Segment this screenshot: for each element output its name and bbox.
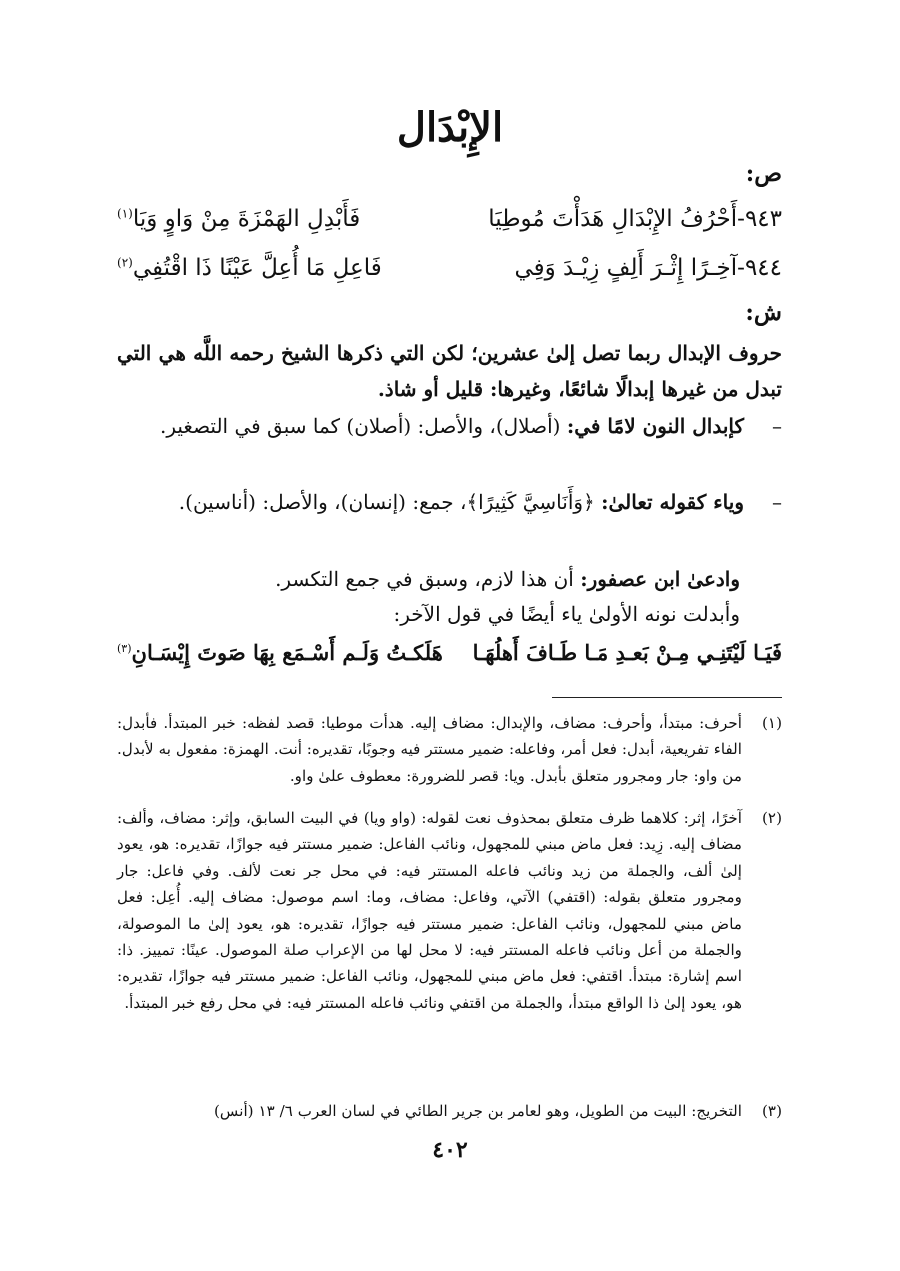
bullet-lead: وياء كقوله تعالىٰ:	[601, 490, 744, 514]
hemistich-text: أَحْرُفُ الإِبْدَالِ هَدَأْتَ مُوطِيَا	[488, 206, 738, 232]
poem-line	[117, 640, 782, 680]
bullet-lead: كإبدال النون لامًا في:	[566, 414, 744, 438]
ibn-usfur-lead: وادعىٰ ابن عصفور:	[580, 567, 740, 591]
verse-marker: ص:	[745, 160, 782, 187]
footnote-text: آخرًا، إثر: كلاهما ظرف متعلق بمحذوف نعت لقوله: (واو ويا) في البيت السابق، وإثر: مضاف، وألف: مضاف إليه. زِيد: فعل ماض مبني للمجهول، ونائب الفاعل: ضمير مستتر فيه جوازًا، تقديره: هو، يعود إلىٰ ألف، والجملة من زيد ونائب فاعله المستتر فيه: في محل جر نعت لألف. وفي فاعل: جار ومجرور متعلق بقوله: (اقتفي) الآتي، وفاعل: مضاف، وما: اسم موصول: مضاف إليه. أُعِل: فعل ماض مبني للمجهول، ونائب الفاعل: ضمير مستتر فيه جوازًا، تقديره: هو، يعود إلىٰ ما الموصولة، والجملة من أعل ونائب فاعله المستتر فيه: لا محل لها من الإعراب صلة الموصول. عينًا: تمييز. ذا: اسم إشارة: مبتدأ. اقتفي: فعل ماض مبني للمجهول، ونائب الفاعل: ضمير مستتر فيه جوازًا، تقديره: هو، يعود إلىٰ ذا الواقع مبتدأ، والجملة من اقتفي ونائب فاعله المستتر فيه: في محل رفع خبر المبتدأ.	[117, 809, 742, 1012]
footnote-text: أحرف: مبتدأ، وأحرف: مضاف، والإبدال: مضاف إليه. هدأت موطيا: قصد لفظه: خبر المبتدأ. فأبدل: الفاء تفريعية، أبدل: فعل أمر، وفاعله: ضمير مستتر فيه وجوبًا، تقديره: أنت. الهمزة: مفعول به لأبدل. من واو: جار ومجرور متعلق بأبدل. ويا: قصر للضرورة: معطوف علىٰ واو.	[117, 714, 742, 785]
bullet-ya	[117, 484, 782, 556]
bullet-nun-lam	[117, 408, 782, 480]
footnote-ref: (١)	[117, 206, 133, 221]
verse-944-first-half	[514, 255, 782, 281]
poem-first-half: فَيَـا لَيْتَنِـي مِـنْ بَعـدِ مَـا طَـافَ أَهلُهَـا	[472, 640, 782, 665]
footnote-1	[117, 710, 782, 792]
bullet-body: ﴿وَأَنَاسِيَّ كَثِيرًا﴾، جمع: (إنسان)، والأصل: (أناسين).	[178, 490, 602, 514]
commentary-marker: ش:	[745, 299, 782, 326]
hemistich-text: فَاعِلِ مَا أُعِلَّ عَيْنًا ذَا اقْتُفِي	[132, 255, 382, 281]
footnote-3	[117, 1098, 782, 1126]
verse-number: ٩٤٣-	[737, 206, 782, 232]
footnote-separator	[552, 697, 782, 698]
bullet-dash: –	[772, 414, 782, 438]
bullet-text	[117, 408, 744, 444]
verse-944-second-half	[117, 255, 382, 281]
footnote-number: (٣)	[761, 1102, 782, 1120]
poem-second-half	[117, 640, 443, 665]
footnote-ref: (٢)	[117, 255, 133, 270]
verse-943	[117, 206, 782, 248]
ibn-usfur-text: أن هذا لازم، وسبق في جمع التكسر.	[275, 567, 581, 591]
verse-number: ٩٤٤-	[737, 255, 782, 281]
bullet-text	[117, 484, 744, 520]
footnote-text: التخريج: البيت من الطويل، وهو لعامر بن جرير الطائي في لسان العرب ٦/ ١٣ (أنس)	[213, 1102, 742, 1120]
footnote-ref: (٣)	[117, 642, 132, 655]
chapter-title: الإِبْدَال	[396, 104, 504, 151]
page-number: ٤٠٢	[432, 1137, 468, 1163]
verse-944	[117, 255, 782, 297]
bullet-body: (أصلال)، والأصل: (أصلان) كما سبق في التصغير.	[160, 414, 567, 438]
hemistich-text: هَلَكـتُ وَلَـم أَسْـمَع بِهَا صَوتَ إِيْسَـانِ	[131, 640, 443, 665]
commentary-intro: حروف الإبدال ربما تصل إلىٰ عشرين؛ لكن التي ذكرها الشيخ رحمه اللَّه هي التي تبدل من غيرها إبدالًا شائعًا، وغيرها: قليل أو شاذ.	[117, 341, 782, 401]
hemistich-text: آخِـرًا إِثْـرَ أَلِفٍ زِيْـدَ وَفِي	[514, 255, 738, 281]
footnote-2	[117, 805, 782, 1095]
hemistich-text: فَأَبْدِلِ الهَمْزَةَ مِنْ وَاوٍ وَيَا	[132, 206, 361, 232]
ibn-usfur-line	[120, 561, 740, 597]
replaced-line: وأبدلت نونه الأولىٰ ياء أيضًا في قول الآخر:	[393, 602, 740, 626]
footnote-number: (١)	[761, 714, 782, 732]
verse-943-second-half	[117, 206, 360, 232]
footnote-number: (٢)	[761, 809, 782, 827]
verse-943-first-half	[488, 206, 782, 232]
bullet-dash: –	[772, 490, 782, 514]
